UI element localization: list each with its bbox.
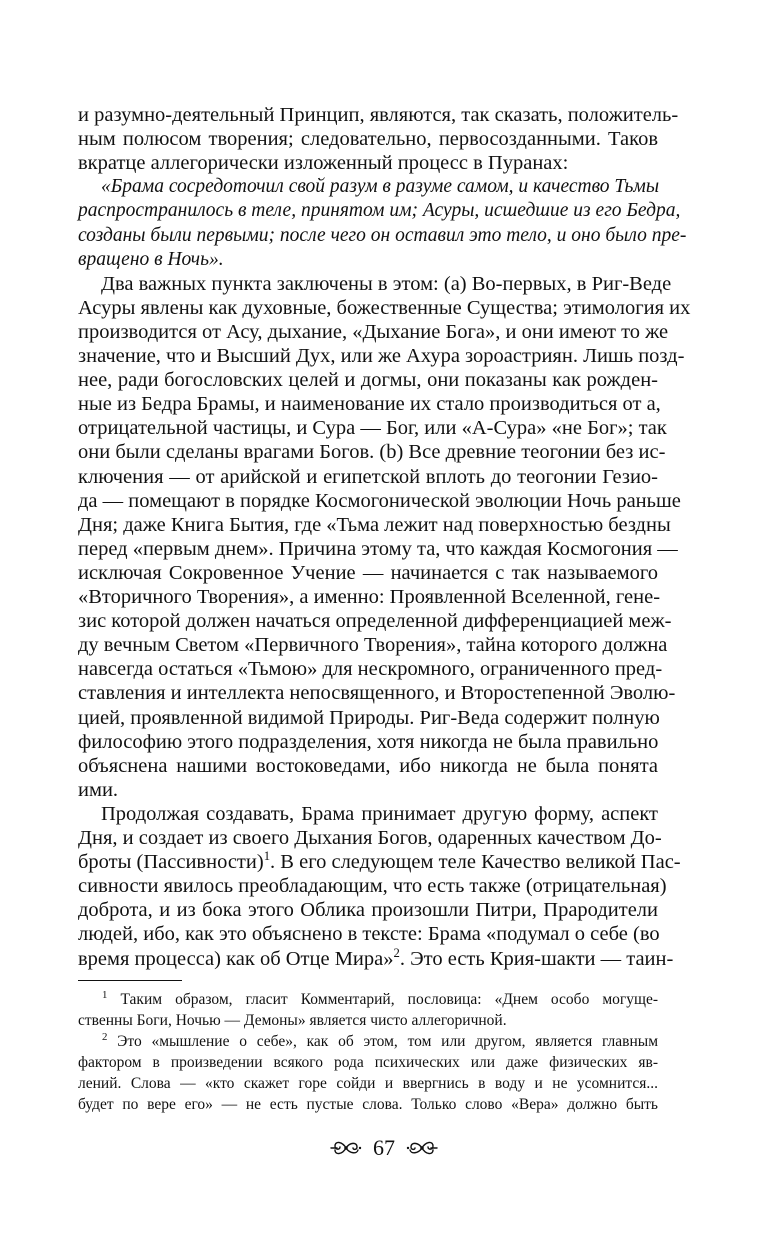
line-text: навсегда остаться «Тьмою» для нескромного, ограниченного пред- (78, 658, 663, 681)
footnote-ref: 1 (263, 849, 271, 864)
footnote-text: будет по вере его» — не есть пустые слова. Только слово «Вера» должно быть (78, 1096, 658, 1113)
line-text: вкратце аллегорически изложенный процесс в Пуранах: (78, 152, 569, 175)
footnote-text: Это «мышление о себе», как об этом, том или другом, является главным (107, 1033, 658, 1050)
body-line (78, 248, 658, 272)
body-line (78, 849, 681, 874)
line-text: доброта, и из бока этого Облика произошли Питри, Прародители (78, 899, 658, 922)
body-line (78, 513, 671, 537)
line-text: зис которой должен начаться определенной дифференциацией меж- (78, 610, 672, 633)
body-line (78, 657, 663, 681)
body-line (78, 609, 672, 633)
line-text: вращено в Ночь». (78, 248, 224, 270)
footnote-text: лений. Слова — «кто скажет горе сойди и ввергнись в воду и не усомнится... (78, 1075, 658, 1092)
line-text: броты (Пассивности) (78, 851, 264, 874)
line-text: . Это есть Крия-шакти — таин- (399, 947, 674, 970)
line-text: значение, что и Высший Дух, или же Ахура зороастриян. Лишь позд- (78, 345, 685, 367)
body-line (78, 103, 679, 127)
line-text: людей, ибо, как это объяснено в тексте: Брама «подумал о себе (во (78, 923, 660, 946)
line-text: время процесса) как об Отце Мира» (78, 947, 394, 970)
body-line (78, 561, 658, 585)
line-text: отрицательной частицы, и Сура — Бог, или «А-Сура» «не Бог»; так (78, 417, 667, 440)
body-line (78, 368, 658, 392)
body-line (78, 922, 658, 946)
body-line (78, 826, 662, 850)
line-text: исключая Сокровенное Учение — начинается с так называемого (78, 561, 658, 584)
footnote-line (102, 1031, 658, 1052)
footnote-line (102, 989, 658, 1010)
body-line (78, 681, 676, 705)
body-line (78, 440, 666, 464)
body-line (78, 754, 658, 778)
body-line (78, 730, 658, 754)
footnote-line (78, 1052, 658, 1073)
body-line (78, 344, 685, 368)
line-text: Дня; даже Книга Бытия, где «Тьма лежит над поверхностью бездны (78, 513, 671, 536)
body-line (78, 778, 658, 802)
footnote-separator (78, 980, 182, 981)
footnote-line (78, 1073, 658, 1094)
line-text: нее, ради богословских целей и догмы, они показаны как рожден- (78, 369, 658, 392)
line-text: и разумно-деятельный Принцип, являются, так сказать, положитель- (78, 104, 679, 126)
page-footer (0, 1131, 768, 1161)
line-text: Продолжая создавать, Брама принимает другую форму, аспект (101, 802, 658, 825)
body-line (78, 945, 674, 971)
line-text: ключения — от арийской и египетской вплоть до теогонии Гезио- (78, 465, 658, 488)
line-text: сивности явилось преобладающим, что есть также (отрицательная) (78, 875, 667, 898)
footnote-line (78, 1010, 658, 1031)
body-line (78, 416, 667, 440)
body-line (78, 898, 658, 922)
line-text: распространилось в теле, принятом им; Асуры, исшедшие из его Бедра, (78, 200, 681, 222)
body-line (78, 489, 681, 513)
body-line (78, 296, 691, 320)
page-number: 67 (373, 1134, 395, 1160)
body-line (78, 874, 667, 898)
body-line (78, 585, 661, 609)
line-text: ные из Бедра Брамы, и наименование их стало производиться от а, (78, 393, 661, 416)
line-text: да — помещают в порядке Космогонической эволюции Ночь раньше (78, 489, 681, 512)
line-text: объяснена нашими востоковедами, ибо никогда не была понята (78, 754, 658, 777)
line-text: Асуры явлены как духовные, божественные Существа; этимология их (78, 296, 691, 319)
body-line (78, 224, 687, 248)
body-line (101, 802, 658, 826)
line-text: Два важных пункта заключены в этом: (а) Во-первых, в Риг-Веде (101, 272, 672, 295)
body-line (78, 392, 661, 416)
footnote-marker: 2 (102, 1030, 108, 1043)
body-line (78, 633, 668, 657)
line-text: . В его следующем теле Качество великой Пас- (270, 851, 681, 874)
line-text: производится от Асу, дыхание, «Дыхание Бога», и они имеют то же (78, 320, 669, 343)
body-line (78, 465, 658, 489)
left-fleuron-icon (329, 1136, 363, 1160)
line-text: Дня, и создает из своего Дыхания Богов, одаренных качеством До- (78, 827, 662, 849)
body-line (78, 199, 681, 223)
body-line (78, 706, 658, 730)
body-line (101, 175, 658, 199)
line-text: ным полюсом творения; следовательно, первосозданными. Таков (78, 128, 658, 151)
body-line (78, 320, 669, 344)
right-fleuron-icon (405, 1136, 439, 1160)
line-text: ими. (78, 778, 119, 801)
body-line (78, 127, 658, 151)
line-text: перед «первым днем». Причина этому та, что каждая Космогония — (78, 537, 678, 560)
body-line (78, 151, 658, 175)
line-text: созданы были первыми; после чего он оставил это тело, и оно было пре- (78, 224, 687, 246)
footnote-line (78, 1094, 658, 1115)
line-text: они были сделаны врагами Богов. (b) Все древние теогонии без ис- (78, 441, 666, 464)
footnote-text: Таким образом, гласит Комментарий, пословица: «Днем особо могуще- (107, 991, 658, 1008)
line-text: философию этого подразделения, хотя никогда не была правильно (78, 730, 659, 753)
line-text: ду вечным Светом «Первичного Творения», тайна которого должна (78, 634, 668, 657)
footnote-text: ственны Боги, Ночью — Демоны» является чисто аллегоричной. (78, 1012, 507, 1029)
body-line (101, 272, 672, 296)
footnote-ref: 2 (393, 945, 400, 960)
line-text: «Брама сосредоточил свой разум в разуме самом, и качество Тьмы (101, 176, 660, 198)
body-line (78, 537, 678, 561)
line-text: цией, проявленной видимой Природы. Риг-Веда содержит полную (78, 706, 660, 729)
line-text: «Вторичного Творения», а именно: Проявленной Вселенной, гене- (78, 586, 661, 608)
footnote-text: фактором в произведении всякого рода психических или даже физических яв- (78, 1054, 658, 1071)
footnote-marker: 1 (102, 988, 108, 1001)
line-text: ставления и интеллекта непосвященного, и Второстепенной Эволю- (78, 682, 676, 705)
